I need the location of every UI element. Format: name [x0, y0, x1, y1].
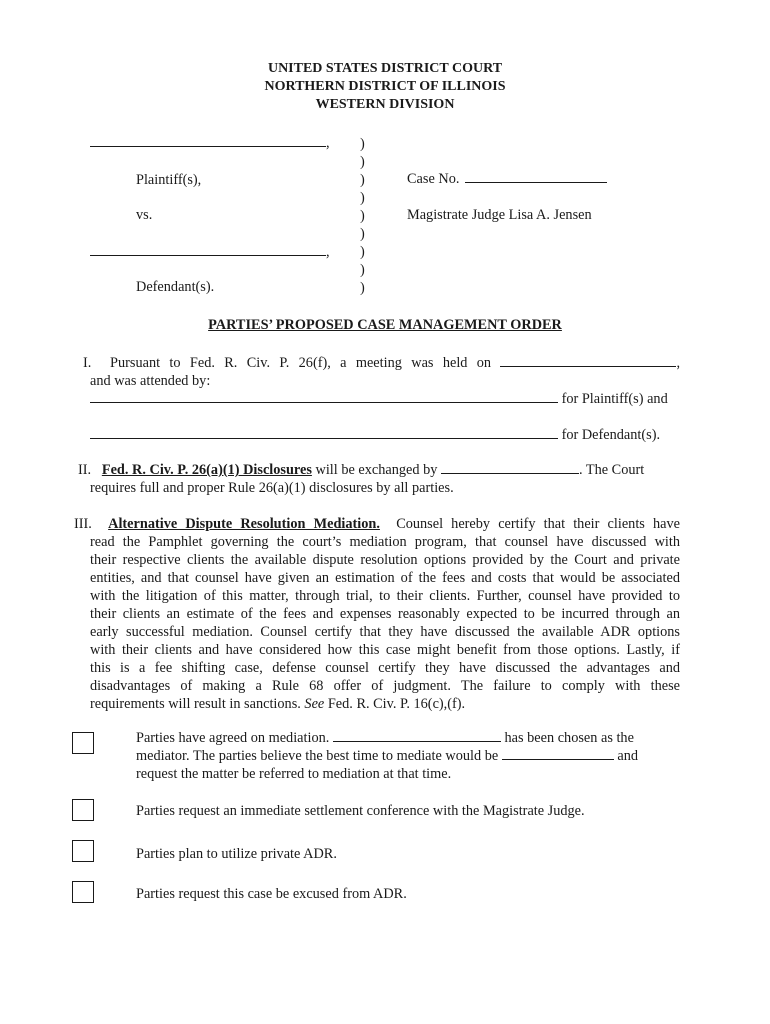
section-3-heading: Alternative Dispute Resolution Mediation. — [108, 516, 380, 532]
section-2-numeral: II. — [78, 462, 92, 478]
section-1-line-1: I. Pursuant to Fed. R. Civ. P. 26(f), a meeting was held on , — [83, 355, 681, 371]
plaintiff-attendees-line — [90, 390, 668, 408]
option-excuse-adr: Parties request this case be excused from ADR. — [136, 886, 407, 902]
section-3-line: disadvantages of making a Rule 68 offer of judgment. The failure to comply with these — [90, 678, 680, 694]
option-settlement-conference: Parties request an immediate settlement conference with the Magistrate Judge. — [136, 803, 585, 819]
defendant-label: Defendant(s). — [136, 279, 215, 295]
section-3-numeral: III. — [74, 516, 92, 532]
defendant-attendees-line — [90, 426, 660, 444]
caption-paren: ) — [360, 154, 365, 170]
excuse-adr-checkbox[interactable] — [72, 881, 94, 903]
for-defendant-label: for Defendant(s). — [561, 427, 661, 443]
case-number-label: Case No. — [407, 171, 460, 187]
plaintiff-attendees-blank[interactable] — [90, 390, 558, 403]
plaintiff-name-line[interactable]: , — [90, 134, 330, 152]
option-mediation-line-1: Parties have agreed on mediation. has been chosen as the — [136, 730, 634, 746]
disclosure-date-blank[interactable] — [441, 461, 579, 474]
plaintiff-name-blank[interactable] — [90, 134, 326, 147]
case-number — [407, 170, 607, 188]
option-mediation-line-2: mediator. The parties believe the best time to mediate would be and — [136, 748, 639, 764]
section-1-text: Pursuant to Fed. R. Civ. P. 26(f), a meeting was held on — [110, 355, 492, 371]
for-plaintiff-label: for Plaintiff(s) and — [561, 391, 668, 407]
section-2-heading: Fed. R. Civ. P. 26(a)(1) Disclosures — [101, 462, 312, 478]
vs-label: vs. — [136, 207, 153, 223]
mediation-agreed-checkbox[interactable] — [72, 732, 94, 754]
caption-paren: ) — [360, 262, 365, 278]
magistrate-judge: Magistrate Judge Lisa A. Jensen — [407, 207, 592, 223]
court-division: WESTERN DIVISION — [315, 97, 455, 112]
section-3-line: their clients an estimate of the fees and expenses reasonably expected to be incurred through an — [90, 606, 680, 622]
section-3-line: this is a fee shifting case, defense counsel certify they have discussed the advantages and — [90, 660, 680, 676]
meeting-date-blank[interactable] — [500, 354, 676, 367]
plaintiff-label: Plaintiff(s), — [136, 172, 202, 188]
section-2-line-1: II. Fed. R. Civ. P. 26(a)(1) Disclosures will be exchanged by . The Court — [78, 462, 645, 478]
case-number-blank[interactable] — [465, 170, 607, 183]
caption-paren: ) — [360, 136, 365, 152]
caption-paren: ) — [360, 208, 365, 224]
option-private-adr: Parties plan to utilize private ADR. — [136, 846, 337, 862]
section-1-attended: and was attended by: — [90, 373, 211, 389]
private-adr-checkbox[interactable] — [72, 840, 94, 862]
order-title: PARTIES’ PROPOSED CASE MANAGEMENT ORDER — [208, 317, 562, 333]
caption-paren: ) — [360, 190, 365, 206]
defendant-name-blank[interactable] — [90, 243, 326, 256]
section-3-line: read the Pamphlet governing the court’s mediation program, that counsel have discussed with — [90, 534, 680, 550]
court-district: NORTHERN DISTRICT OF ILLINOIS — [264, 79, 506, 94]
section-3-line: their respective clients the available dispute resolution options provided by the Court and private — [90, 552, 680, 568]
option-mediation-line-3: request the matter be referred to mediation at that time. — [136, 766, 452, 782]
section-3-body — [90, 533, 680, 713]
mediator-name-blank[interactable] — [333, 729, 501, 742]
section-3-line-1 — [74, 515, 680, 533]
caption-paren: ) — [360, 172, 365, 188]
court-name: UNITED STATES DISTRICT COURT — [267, 61, 503, 76]
section-3-line: with their clients and have considered how this case might benefit from those options. Lastly, if — [90, 642, 680, 658]
section-3-line: early successful mediation. Counsel certify that they have discussed the available ADR options — [90, 624, 680, 640]
defendant-name-line[interactable]: , — [90, 243, 330, 261]
section-2-text: will be exchanged by — [315, 462, 438, 478]
section-2-line-2: requires full and proper Rule 26(a)(1) disclosures by all parties. — [90, 480, 454, 496]
section-3-line: entities, and that counsel have given an estimation of the fees and costs that would be associated — [90, 570, 680, 586]
section-1-numeral: I. — [83, 355, 92, 371]
section-3-text: Counsel hereby certify that their clients have — [396, 516, 680, 532]
defendant-attendees-blank[interactable] — [90, 426, 558, 439]
section-3-last-line: requirements will result in sanctions. See Fed. R. Civ. P. 16(c),(f). — [90, 696, 466, 712]
mediation-time-blank[interactable] — [502, 747, 614, 760]
caption-paren: ) — [360, 280, 365, 296]
settlement-conference-checkbox[interactable] — [72, 799, 94, 821]
caption-paren: ) — [360, 226, 365, 242]
section-3-line: with the litigation of this matter, through trial, to their clients. Further, counsel have provided to — [90, 588, 680, 604]
caption-paren: ) — [360, 244, 365, 260]
